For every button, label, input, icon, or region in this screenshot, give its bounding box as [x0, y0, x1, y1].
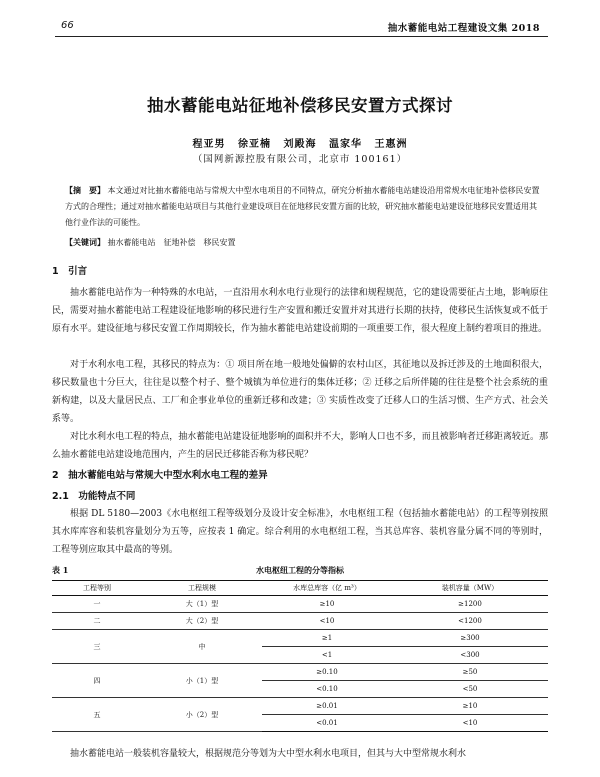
grade-cell: 四: [52, 664, 142, 698]
section-1-paragraph-1: 抽水蓄能电站作为一种特殊的水电站，一直沿用水利水电行业现行的法律和规程规范，它的建设需要征占土地，影响原住民，需要对抽水蓄能电站工程建设征地影响的移民进行生产安置和搬迁安置并对其进行长期的扶持，使移民生活恢复或不低于原有水平。建设征地与移民安置工作周期较长，作为抽水蓄能电站建设前期的一项重要工作，很大程度上制约着项目的推进。: [52, 288, 548, 334]
section-1-paragraph-3: 对比水利水电工程的特点，抽水蓄能电站建设征地影响的面积并不大，影响人口也不多，而且被影响者迁移距离较近。那么抽水蓄能电站建设地范围内，产生的居民迁移能否称为移民呢？: [52, 432, 548, 460]
table-header-cell: 水库总库容（亿 m³）: [262, 581, 392, 596]
abstract: [65, 183, 540, 231]
running-header: [55, 18, 550, 34]
capacity-cell: <300: [392, 647, 548, 664]
storage-cell: <0.10: [262, 681, 392, 698]
capacity-cell: <10: [392, 715, 548, 732]
storage-cell: <0.01: [262, 715, 392, 732]
scale-cell: 中: [142, 630, 262, 664]
capacity-cell: <50: [392, 681, 548, 698]
storage-cell: <1: [262, 647, 392, 664]
section-2-1-paragraph: 根据 DL 5180—2003《水电枢纽工程等级划分及设计安全标准》，水电枢纽工程（包括抽水蓄能电站）的工程等别按照其水库库容和装机容量划分为五等，应按表 1 确定。综合利用的水电枢纽工程，当其总库容、装机容量分属不同的等别时，工程等别应取其中最高的等别。: [52, 509, 548, 555]
abstract-label: 【摘 要】: [65, 186, 105, 195]
scale-cell: 大（2）型: [142, 613, 262, 630]
scale-cell: 小（2）型: [142, 698, 262, 732]
section-2-1-heading: 2.1 功能特点不同: [52, 491, 136, 502]
grade-cell: 一: [52, 596, 142, 613]
scale-cell: 小（1）型: [142, 664, 262, 698]
table-row: [52, 596, 548, 613]
capacity-cell: ≥1200: [392, 596, 548, 613]
table-row: [52, 664, 548, 681]
grade-cell: 三: [52, 630, 142, 664]
section-2-heading: 2 抽水蓄能电站与常规大中型水利水电工程的差异: [52, 470, 268, 481]
keywords-text: 抽水蓄能电站 征地补偿 移民安置: [107, 238, 236, 247]
grade-cell: 二: [52, 613, 142, 630]
affiliation: （国网新源控股有限公司，北京市 100161）: [192, 154, 408, 165]
capacity-cell: <1200: [392, 613, 548, 630]
table-header-cell: 装机容量（MW）: [392, 581, 548, 596]
abstract-text: 本文通过对比抽水蓄能电站与常规大中型水电项目的不同特点，研究分析抽水蓄能电站建设沿用常规水电征地补偿移民安置方式的合理性；通过对抽水蓄能电站项目与其他行业建设项目在征地移民安置方面的比较，研究抽水蓄能电站建设征地移民安置适用其他行业作法的可能性。: [65, 186, 540, 227]
table-number: 表 1: [52, 565, 69, 575]
grade-table: [52, 580, 548, 732]
table-caption-text: 水电枢纽工程的分等指标: [256, 565, 344, 575]
capacity-cell: ≥10: [392, 698, 548, 715]
paper-title: 抽水蓄能电站征地补偿移民安置方式探讨: [147, 96, 453, 115]
grade-cell: 五: [52, 698, 142, 732]
scale-cell: 大（1）型: [142, 596, 262, 613]
section-1-paragraph-2: 对于水利水电工程，其移民的特点为：① 项目所在地一般地处偏僻的农村山区，其征地以及拆迁涉及的土地面积很大，移民数量也十分巨大，往往是以整个村子、整个城镇为单位进行的集体迁移；② 迁移之后所伴随的往往是整个社会系统的重新构建，以及大量居民点、工厂和企事业单位的重新迁移和改建；③ 实质性改变了迁移人口的生活习惯、生产方式、社会关系等。: [52, 360, 548, 424]
author-list: 程亚男 徐亚楠 刘殿海 温家华 王惠洲: [192, 139, 408, 150]
keywords: [65, 237, 540, 249]
storage-cell: ≥1: [262, 630, 392, 647]
table-row: [52, 613, 548, 630]
table-header-cell: 工程等别: [52, 581, 142, 596]
capacity-cell: ≥50: [392, 664, 548, 681]
storage-cell: ≥0.01: [262, 698, 392, 715]
storage-cell: <10: [262, 613, 392, 630]
table-header-cell: 工程规模: [142, 581, 262, 596]
bottom-paragraph: 抽水蓄能电站一般装机容量较大，根据规范分等划为大中型水利水电项目，但其与大中型常规水利水: [70, 749, 467, 759]
storage-cell: ≥10: [262, 596, 392, 613]
journal-title: 抽水蓄能电站工程建设文集 2018: [387, 23, 540, 34]
page-number: 66: [61, 20, 74, 31]
table-row: [52, 698, 548, 715]
table-row: [52, 630, 548, 647]
storage-cell: ≥0.10: [262, 664, 392, 681]
section-1-heading: 1 引言: [52, 266, 88, 277]
capacity-cell: ≥300: [392, 630, 548, 647]
header-divider: [55, 36, 548, 37]
keywords-label: 【关键词】: [65, 238, 105, 247]
